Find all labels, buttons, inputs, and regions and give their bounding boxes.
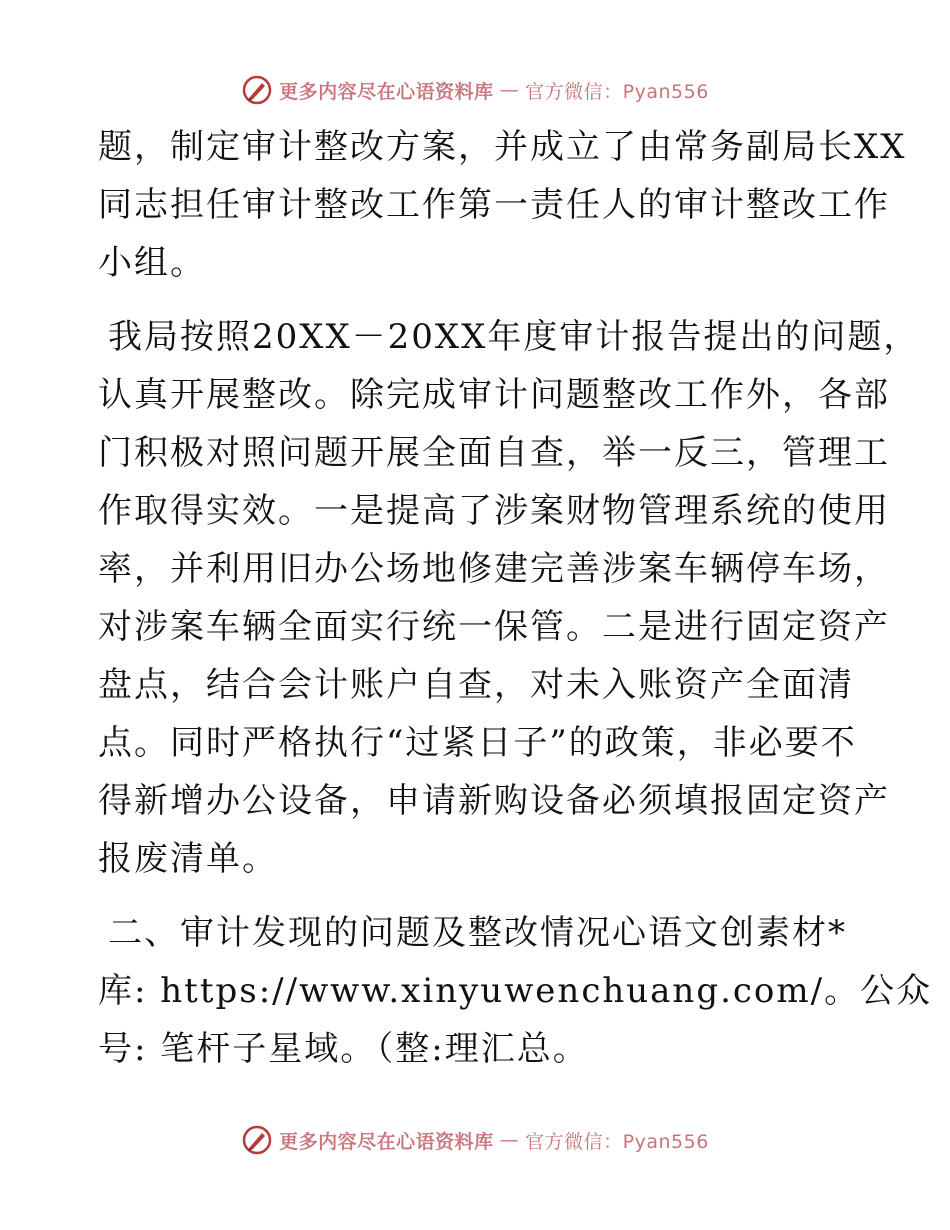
- text-line: 对涉案车辆全面实行统一保管。二是进行固定资产: [98, 607, 890, 647]
- text-line: 同志担任审计整改工作第一责任人的审计整改工作: [98, 185, 890, 225]
- paragraph-3: [98, 904, 933, 1078]
- text-line: 得新增办公设备，申请新购设备必须填报固定资产: [98, 781, 890, 821]
- banner-separator: —: [499, 79, 520, 101]
- quill-logo-icon: [241, 74, 273, 106]
- banner-wechat: 官方微信：Pyan556: [525, 80, 709, 103]
- text-line: 认真开展整改。除完成审计问题整改工作外，各部: [98, 375, 890, 415]
- header-watermark-banner: [0, 70, 950, 110]
- paragraph-1: [98, 118, 907, 292]
- text-line: 门积极对照问题开展全面自查，举一反三，管理工: [98, 433, 890, 473]
- text-line: 小组。: [98, 243, 206, 283]
- quill-logo-icon: [241, 1124, 273, 1156]
- text-line: 盘点，结合会计账户自查，对未入账资产全面清: [98, 665, 854, 705]
- text-line: 率，并利用旧办公场地修建完善涉案车辆停车场，: [98, 549, 890, 589]
- paragraph-2: [98, 308, 920, 888]
- text-line: 报废清单。: [98, 839, 278, 879]
- section-heading-line: 二、审计发现的问题及整改情况心语文创素材*: [108, 913, 847, 953]
- banner-slogan: 更多内容尽在心语资料库: [279, 80, 494, 103]
- banner-separator: —: [499, 1129, 520, 1151]
- text-line: 题，制定审计整改方案，并成立了由常务副局长XX: [98, 127, 907, 167]
- text-line: 作取得实效。一是提高了涉案财物管理系统的使用: [98, 491, 890, 531]
- text-line: 号: 笔杆子星域。（整:理汇总。: [98, 1029, 589, 1069]
- text-line: 我局按照20XX－20XX年度审计报告提出的问题，: [108, 317, 920, 357]
- text-line: 点。同时严格执行“过紧日子”的政策，非必要不: [98, 723, 857, 763]
- banner-wechat: 官方微信：Pyan556: [525, 1130, 709, 1153]
- document-body: [98, 118, 933, 1078]
- text-line: 库: https://www.xinyuwenchuang.com/。公众: [98, 971, 933, 1011]
- banner-slogan: 更多内容尽在心语资料库: [279, 1130, 494, 1153]
- footer-watermark-banner: [0, 1120, 950, 1160]
